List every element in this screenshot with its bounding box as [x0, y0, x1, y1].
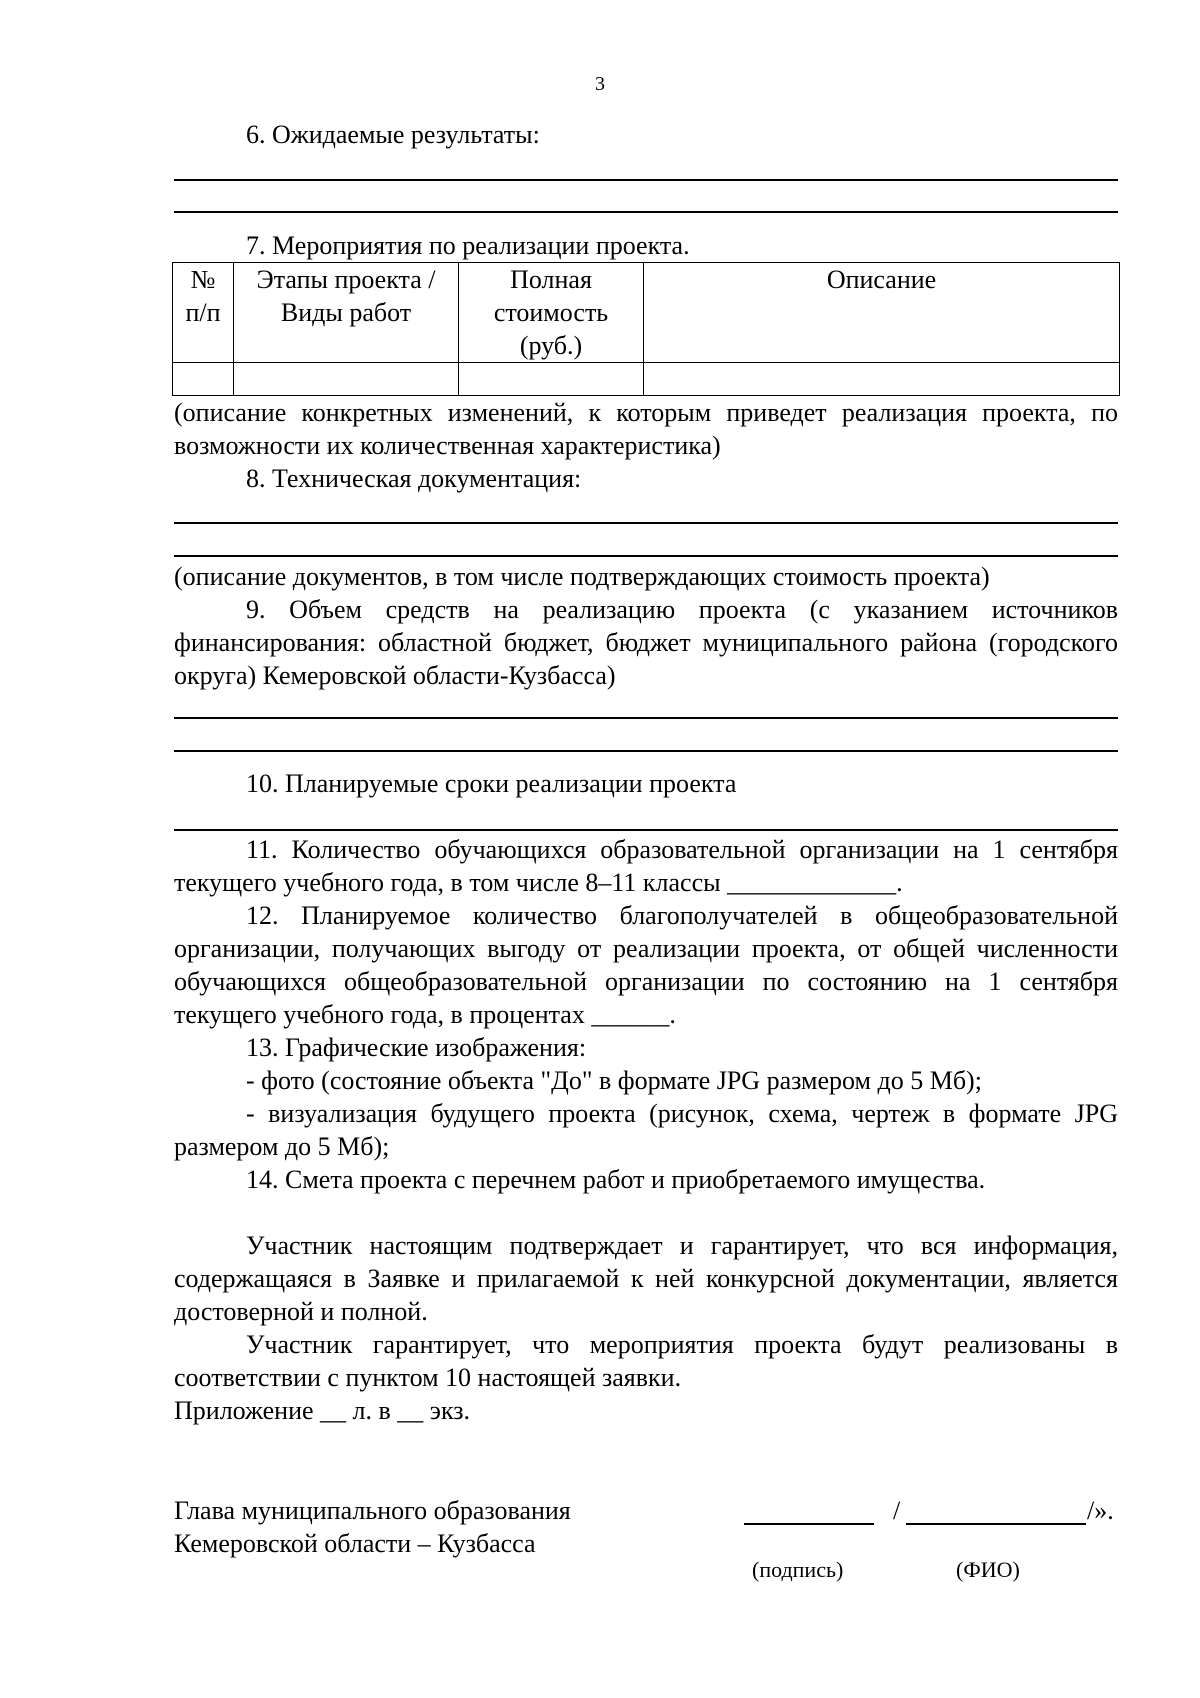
fill-line — [174, 555, 1118, 557]
fill-line — [174, 750, 1118, 752]
section-13-heading: 13. Графические изображения: — [246, 1033, 587, 1062]
signature-field-line — [744, 1523, 874, 1525]
signature-slash: / — [893, 1496, 901, 1525]
appendix-line: Приложение __ л. в __ экз. — [174, 1396, 471, 1425]
table-row — [173, 363, 1120, 396]
confirmation-paragraph: Участник настоящим подтверждает и гарантирует, что вся информация, содержащаяся в Заявке и прилагаемой к ней конкурсной документации, является достоверной и полной. — [174, 1231, 1118, 1326]
project-measures-table — [172, 262, 1120, 396]
table-header-row — [173, 263, 1120, 363]
signature-title — [174, 1494, 571, 1560]
fill-line — [174, 829, 1118, 831]
section-8-note: (описание документов, в том числе подтверждающих стоимость проекта) — [174, 562, 990, 591]
guarantee-paragraph: Участник гарантирует, что мероприятия проекта будут реализованы в соответствии с пунктом 10 настоящей заявки. — [174, 1330, 1118, 1392]
name-field-line — [906, 1523, 1086, 1525]
section-13-item-visualization: - визуализация будущего проекта (рисунок, схема, чертеж в формате JPG размером до 5 Мб); — [174, 1099, 1118, 1161]
section-8-heading: 8. Техническая документация: — [246, 464, 582, 493]
table-cell — [234, 363, 459, 396]
table-cell — [459, 363, 644, 396]
header-stages: Этапы проекта / Виды работ — [234, 263, 459, 363]
header-description: Описание — [644, 263, 1120, 363]
section-6-heading: 6. Ожидаемые результаты: — [246, 120, 540, 149]
name-caption: (ФИО) — [956, 1557, 1020, 1582]
section-11-text: 11. Количество обучающихся образовательной организации на 1 сентября текущего учебного года, в том числе 8–11 классы _____________. — [174, 835, 1118, 897]
section-7-heading: 7. Мероприятия по реализации проекта. — [246, 231, 690, 260]
header-cost: Полная стоимость (руб.) — [459, 263, 644, 363]
section-10-heading: 10. Планируемые сроки реализации проекта — [246, 769, 737, 798]
fill-line — [174, 522, 1118, 524]
signature-title-line-2: Кемеровской области – Кузбасса — [174, 1529, 536, 1558]
table-cell — [173, 363, 234, 396]
fill-line — [174, 211, 1118, 213]
fill-line — [174, 179, 1118, 181]
signature-caption: (подпись) — [752, 1557, 844, 1582]
header-number: № п/п — [173, 263, 234, 363]
page-number: 3 — [595, 73, 605, 95]
section-9-text: 9. Объем средств на реализацию проекта (с указанием источников финансирования: областной бюджет, бюджет муниципального района (городского округа) Кемеровской области-Кузбасса) — [174, 595, 1118, 690]
table-cell — [644, 363, 1120, 396]
signature-title-line-1: Глава муниципального образования — [174, 1496, 571, 1525]
fill-line — [174, 717, 1118, 719]
signature-closing: /». — [1087, 1496, 1114, 1525]
section-14-heading: 14. Смета проекта с перечнем работ и приобретаемого имущества. — [246, 1165, 986, 1194]
section-13-item-photo: - фото (состояние объекта "До" в формате JPG размером до 5 Мб); — [246, 1066, 982, 1095]
section-12-text: 12. Планируемое количество благополучателей в общеобразовательной организации, получающих выгоду от реализации проекта, от общей численности обучающихся общеобразовательной организации по состоянию на 1 сентября текущего учебного года, в процентах ______. — [174, 901, 1118, 1029]
section-7-note: (описание конкретных изменений, к которым приведет реализация проекта, по возможности их количественная характеристика) — [174, 398, 1118, 460]
